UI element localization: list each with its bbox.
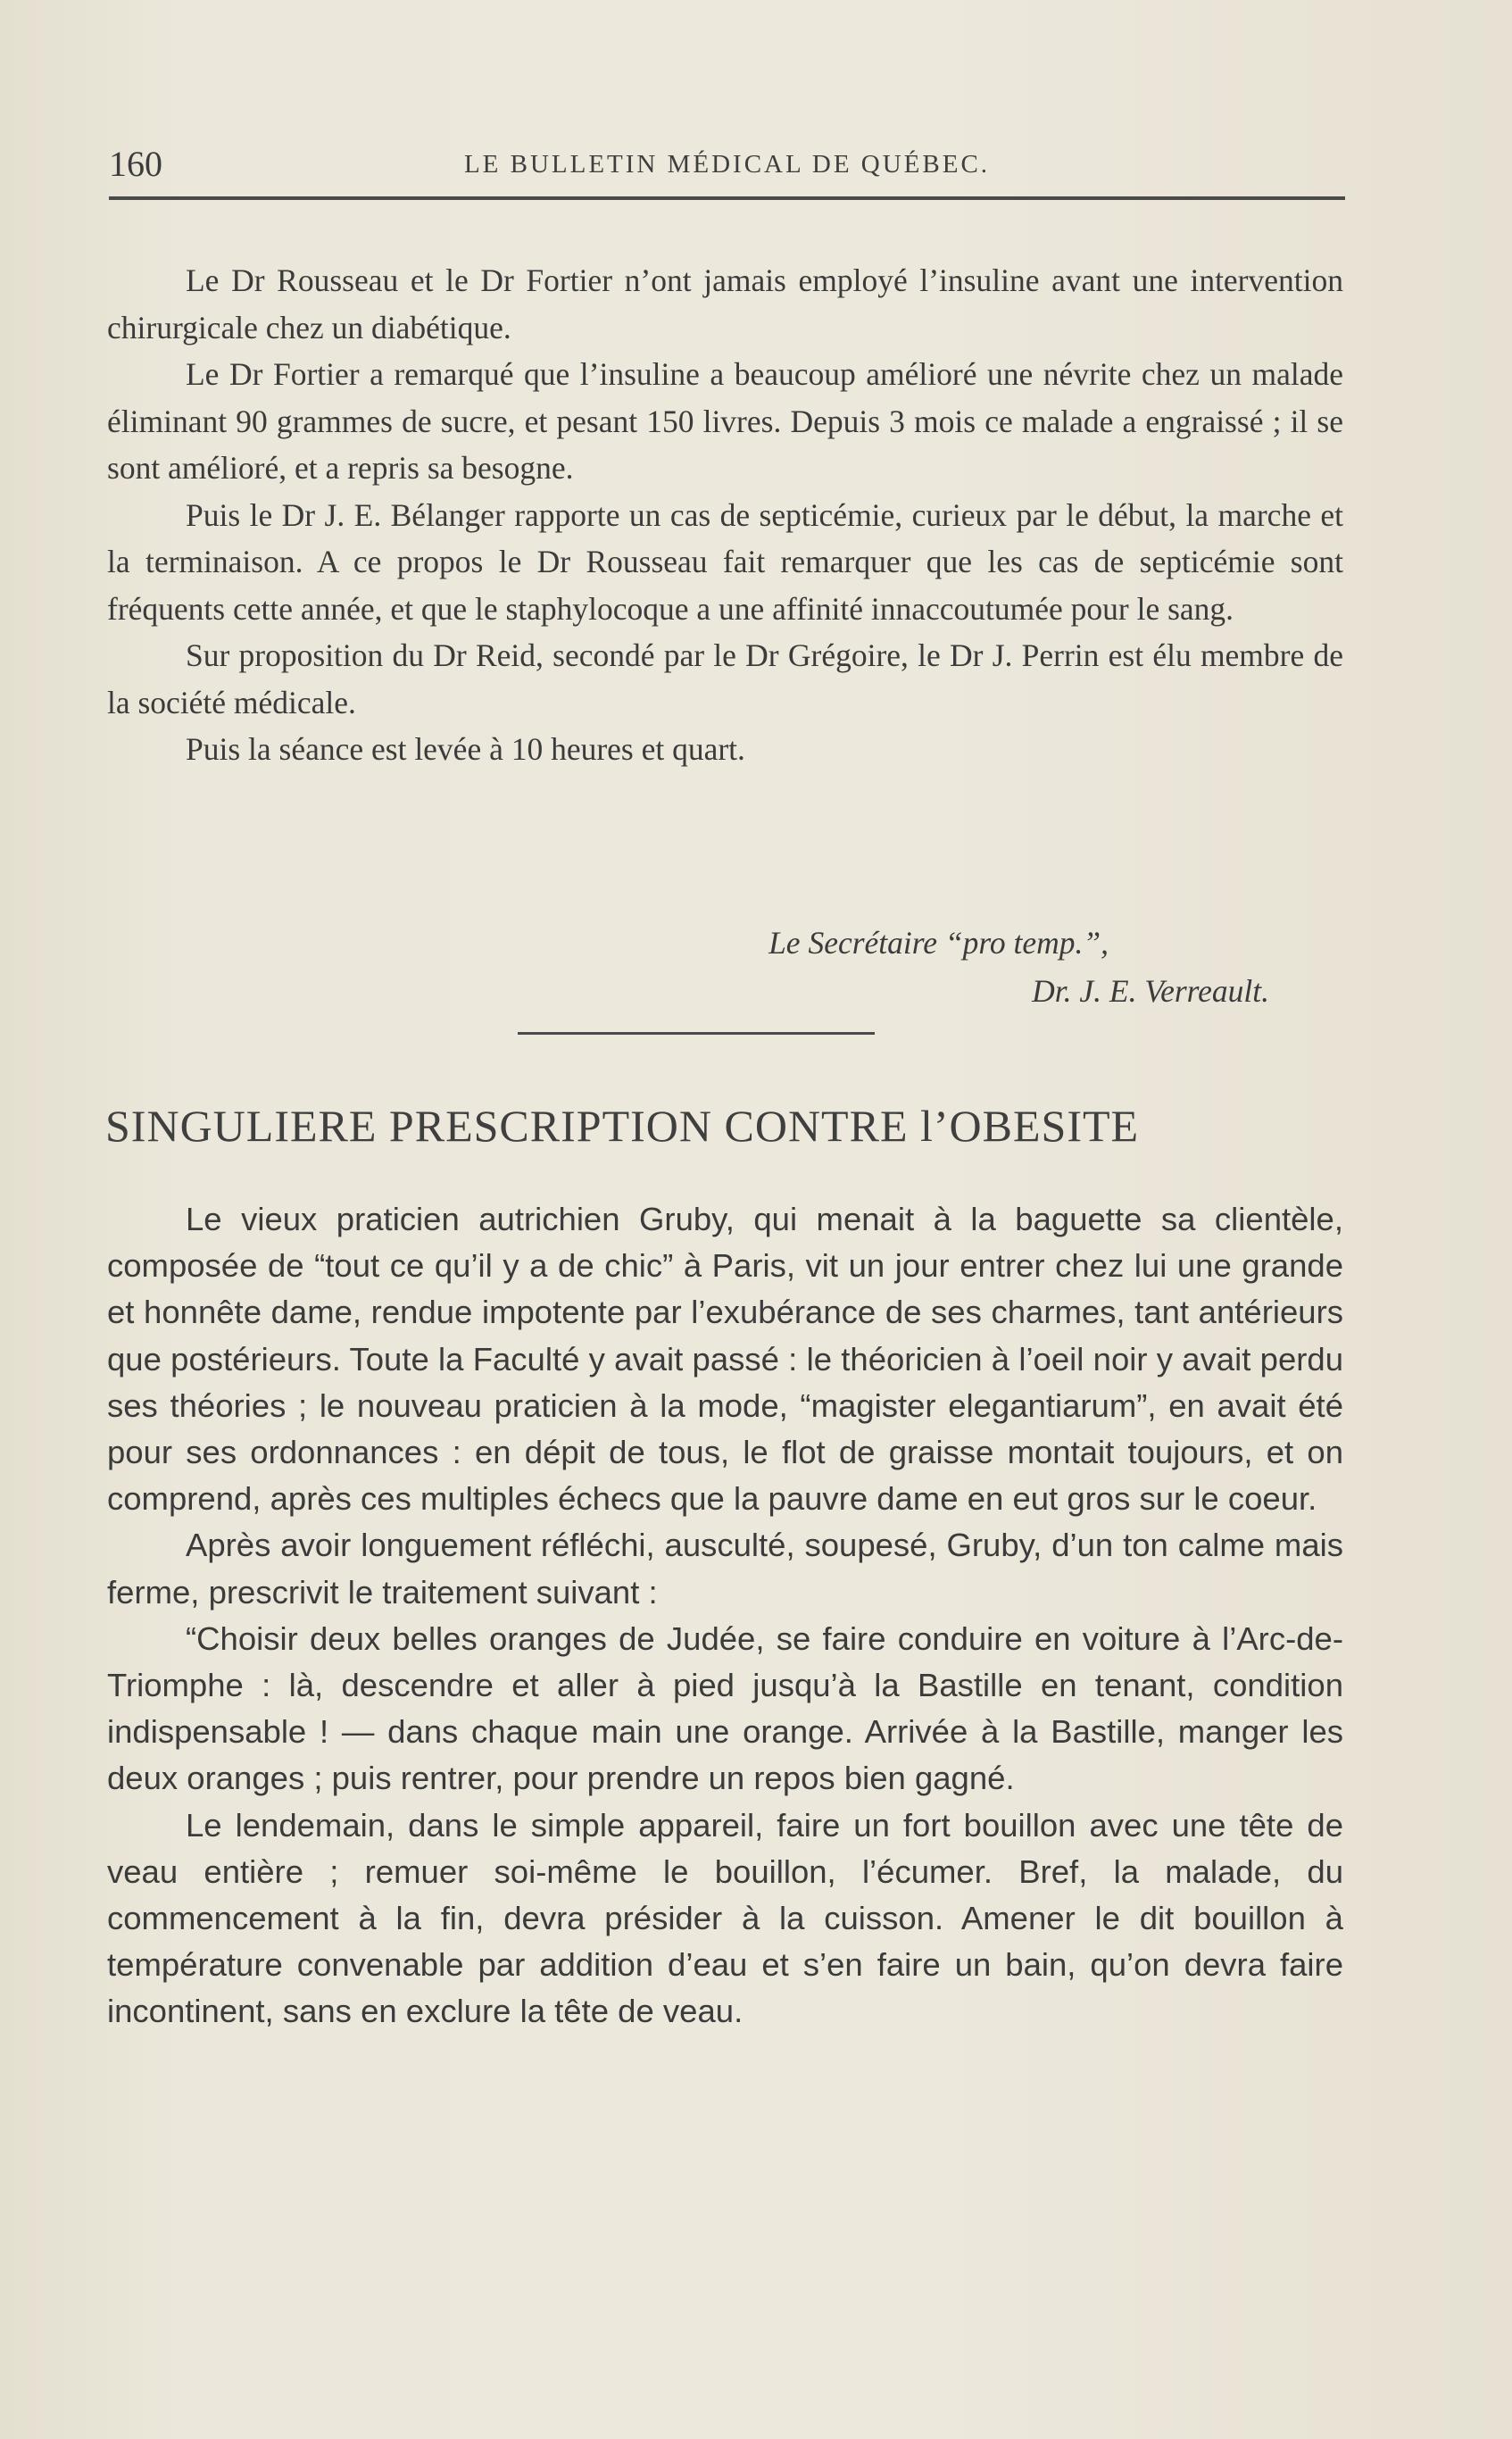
article-paragraph-1: Le vieux praticien autrichien Gruby, qui menait à la baguette sa clientèle, composée de “tout ce qu’il y a de chic” à Paris, vit un jour entrer chez lui une grande et honnête dame, rendue impotente par l’exubérance de ses charmes, tant antérieurs que postérieurs. Toute la Faculté y avait passé : le théoricien à l’oeil noir y avait perdu ses théories ; le nouveau praticien à la mode, “magister elegantiarum”, en avait été pour ses ordonnances : en dépit de tous, le flot de graisse montait toujours, et on comprend, après ces multiples échecs que la pauvre dame en eut gros sur le coeur. — [107, 1201, 1343, 1518]
signature-title: Le Secrétaire “pro temp.”, — [768, 925, 1109, 961]
article-heading: SINGULIERE PRESCRIPTION CONTRE l’OBESITE — [105, 1101, 1140, 1151]
minutes-paragraph-2: Le Dr Fortier a remarqué que l’insuline a beaucoup amélioré une névrite chez un malade éliminant 90 grammes de sucre, et pesant 150 livres. Depuis 3 mois ce malade a engraissé ; il se sont amélioré, et a repris sa besogne. — [107, 356, 1343, 486]
article-paragraph-2: Après avoir longuement réfléchi, ausculté, soupesé, Gruby, d’un ton calme mais ferme, prescrivit le traitement suivant : — [107, 1527, 1343, 1611]
article-paragraph-4: Le lendemain, dans le simple appareil, faire un fort bouillon avec une tête de veau entière ; remuer soi-même le bouillon, l’écumer. Bref, la malade, du commencement à la fin, devra présider à la cuisson. Amener le dit bouillon à température convenable par addition d’eau et s’en faire un bain, qu’on devra faire incontinent, sans en exclure la tête de veau. — [107, 1806, 1343, 2030]
minutes-paragraph-3: Puis le Dr J. E. Bélanger rapporte un cas de septicémie, curieux par le début, la marche et la terminaison. A ce propos le Dr Rousseau fait remarquer que les cas de septicémie sont fréquents cette année, et que le staphylocoque a une affinité innaccoutumée pour le sang. — [107, 496, 1343, 627]
section-divider — [518, 1032, 875, 1035]
running-title: LE BULLETIN MÉDICAL DE QUÉBEC. — [463, 150, 991, 179]
page-number: 160 — [109, 144, 162, 184]
signature-name: Dr. J. E. Verreault. — [1032, 973, 1269, 1009]
article-text — [107, 1196, 1343, 2035]
article-paragraph-3: “Choisir deux belles oranges de Judée, se faire conduire en voiture à l’Arc-de-Triomphe : là, descendre et aller à pied jusqu’à la Bastille en tenant, condition indispensable ! — dans chaque main une orange. Arrivée à la Bastille, manger les deux oranges ; puis rentrer, pour prendre un repos bien gagné. — [107, 1619, 1343, 1797]
minutes-paragraph-1: Le Dr Rousseau et le Dr Fortier n’ont jamais employé l’insuline avant une intervention chirurgicale chez un diabétique. — [107, 262, 1343, 345]
minutes-paragraph-4: Sur proposition du Dr Reid, secondé par le Dr Grégoire, le Dr J. Perrin est élu membre de la société médicale. — [107, 637, 1343, 720]
minutes-text — [107, 257, 1343, 773]
page-header — [109, 143, 1345, 187]
minutes-paragraph-5: Puis la séance est levée à 10 heures et quart. — [186, 731, 745, 767]
header-rule — [109, 196, 1345, 200]
